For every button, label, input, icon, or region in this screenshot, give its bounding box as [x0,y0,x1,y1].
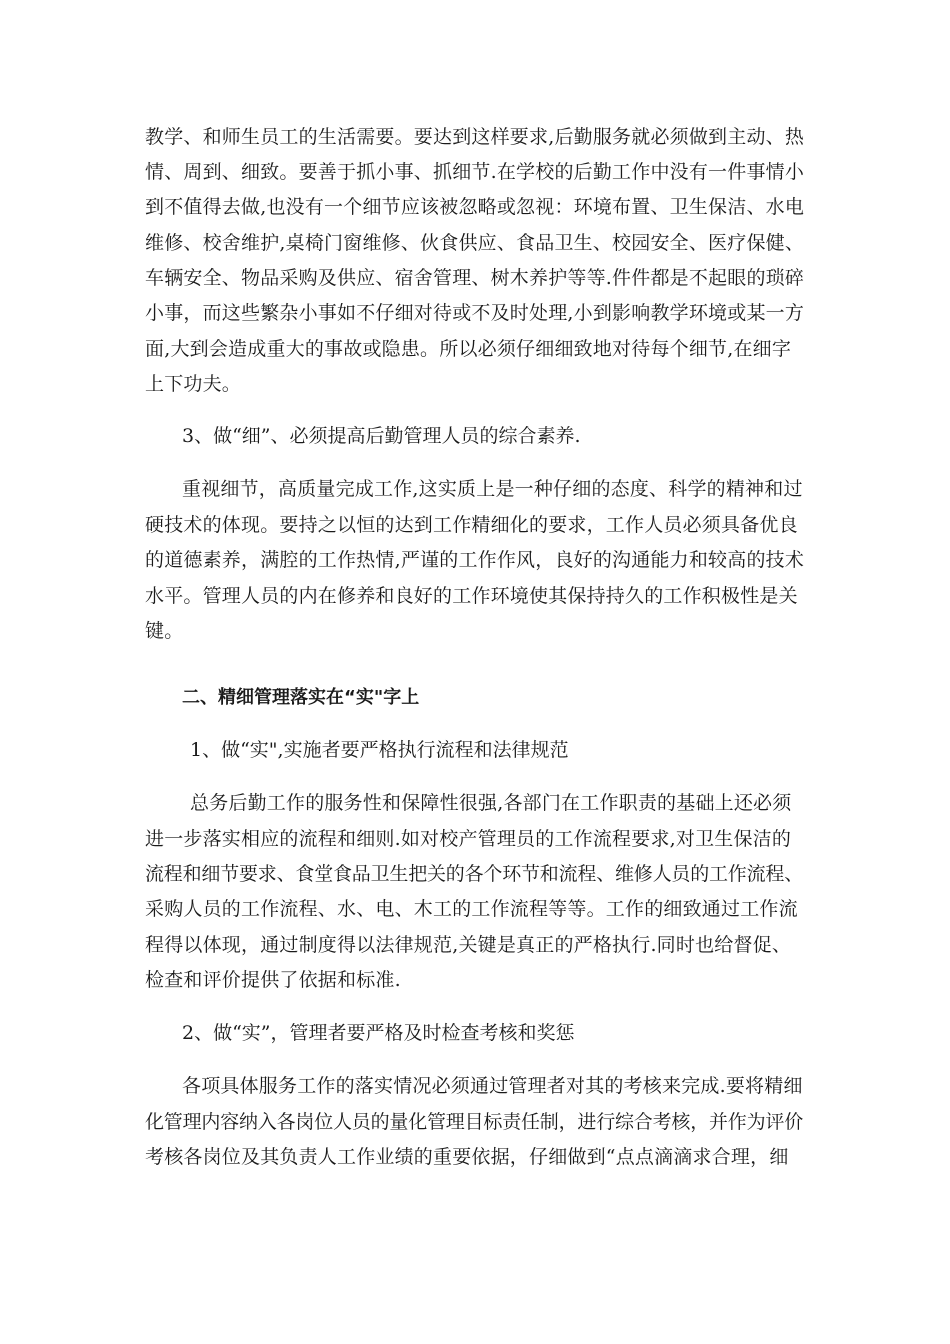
paragraph-line: 车辆安全、物品采购及供应、宿舍管理、树木养护等等.件件都是不起眼的琐碎 [145,267,805,289]
paragraph-line: 键。 [145,620,184,642]
paragraph-line: 小事，而这些繁杂小事如不仔细对待或不及时处理,小到影响教学环境或某一方 [145,302,805,324]
paragraph-line: 到不值得去做,也没有一个细节应该被忽略或忽视：环境布置、卫生保洁、水电 [145,196,805,218]
subheading-3: 3、做“细”、必须提高后勤管理人员的综合素养. [182,425,581,447]
paragraph-line: 面,大到会造成重大的事故或隐患。所以必须仔细细致地对待每个细节,在细字 [145,338,792,360]
paragraph-line: 硬技术的体现。要持之以恒的达到工作精细化的要求，工作人员必须具备优良 [145,514,798,536]
paragraph-line: 水平。管理人员的内在修养和良好的工作环境使其保持持久的工作积极性是关 [145,585,798,607]
paragraph-line: 检查和评价提供了依据和标准. [145,969,401,991]
paragraph-line: 教学、和师生员工的生活需要。要达到这样要求,后勤服务就必须做到主动、热 [145,126,805,148]
paragraph-line: 程得以体现，通过制度得以法律规范,关键是真正的严格执行.同时也给督促、 [145,934,792,956]
section-heading: 二、精细管理落实在“实"字上 [182,687,420,708]
paragraph-line: 各项具体服务工作的落实情况必须通过管理者对其的考核来完成.要将精细 [182,1075,803,1097]
paragraph-line: 上下功夫。 [145,373,242,395]
paragraph-line: 情、周到、细致。要善于抓小事、抓细节.在学校的后勤工作中没有一件事情小 [145,161,805,183]
subheading-1: 1、做“实",实施者要严格执行流程和法律规范 [190,739,569,761]
paragraph-line: 维修、校舍维护,桌椅门窗维修、伙食供应、食品卫生、校园安全、医疗保健、 [145,232,805,254]
paragraph-line: 采购人员的工作流程、水、电、木工的工作流程等等。工作的细致通过工作流 [145,898,798,920]
paragraph-line: 的道德素养，满腔的工作热情,严谨的工作作风，良好的沟通能力和较高的技术 [145,549,805,571]
paragraph-line: 总务后勤工作的服务性和保障性很强,各部门在工作职责的基础上还必须 [190,792,792,814]
paragraph-line: 化管理内容纳入各岗位人员的量化管理目标责任制，进行综合考核，并作为评价 [145,1111,804,1133]
paragraph-line: 考核各岗位及其负责人工作业绩的重要依据，仔细做到“点点滴滴求合理，细 [145,1146,789,1168]
paragraph-line: 重视细节，高质量完成工作,这实质上是一种仔细的态度、科学的精神和过 [182,478,803,500]
subheading-2: 2、做“实”，管理者要严格及时检查考核和奖惩 [182,1022,575,1044]
paragraph-line: 流程和细节要求、食堂食品卫生把关的各个环节和流程、维修人员的工作流程、 [145,863,804,885]
paragraph-line: 进一步落实相应的流程和细则.如对校产管理员的工作流程要求,对卫生保洁的 [145,828,792,850]
